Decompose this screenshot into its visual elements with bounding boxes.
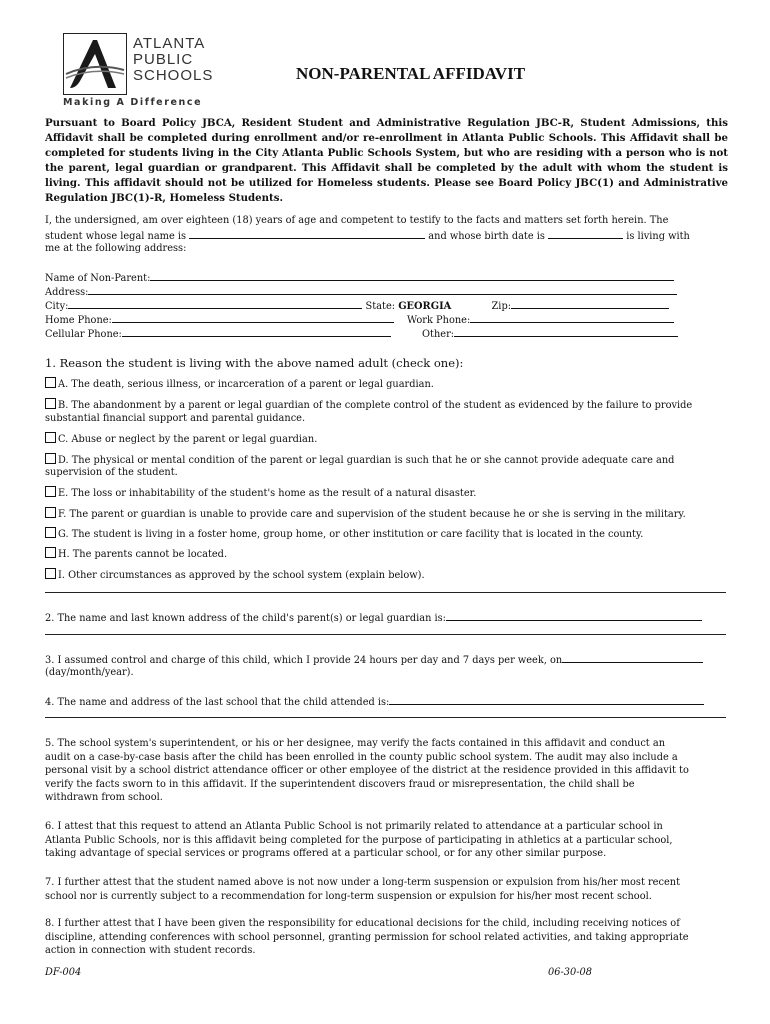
cell-phone-row <box>45 326 391 342</box>
q2-extra-line[interactable] <box>45 634 726 635</box>
home-phone-label: Home Phone: <box>45 315 112 326</box>
name-label: Name of Non-Parent: <box>45 273 151 284</box>
option-c <box>45 432 735 447</box>
p5-line: audit on a case-by-case basis after the child has been enrolled in the county public school system. The audit may also include a <box>45 751 678 763</box>
legal-name-field[interactable] <box>189 228 425 239</box>
home-phone-field[interactable] <box>112 312 394 323</box>
intro-line-1: I, the undersigned, am over eighteen (18) years of age and competent to testify to the facts and matters set forth herein. The <box>45 215 669 226</box>
other-label: Other: <box>422 329 455 340</box>
atlanta-a-logo-icon <box>64 34 125 93</box>
name-field[interactable] <box>150 270 674 281</box>
p6-line: 6. I attest that this request to attend an Atlanta Public School is not primarily related to attendance at a particular school in <box>45 821 663 832</box>
option-c-label: C. Abuse or neglect by the parent or legal guardian. <box>58 434 318 445</box>
other-row <box>422 326 678 342</box>
logo-tagline: Making A Difference <box>63 97 203 108</box>
q4-extra-line[interactable] <box>45 717 726 718</box>
option-b-cont: substantial financial support and parental guidance. <box>45 413 306 424</box>
state-value: GEORGIA <box>398 301 452 312</box>
q3-label: 3. I assumed control and charge of this child, which I provide 24 hours per day and 7 days per week, on <box>45 655 563 666</box>
option-f-checkbox[interactable] <box>45 507 56 518</box>
state-label: State: <box>365 301 396 312</box>
zip-label: Zip: <box>491 301 512 312</box>
option-a-label: A. The death, serious illness, or incarceration of a parent or legal guardian. <box>58 379 434 390</box>
p8-line: 8. I further attest that I have been given the responsibility for educational decisions for the child, including receiving notices of <box>45 918 680 929</box>
p5-line: withdrawn from school. <box>45 792 163 803</box>
paragraph-5 <box>45 737 730 805</box>
q3-date-field[interactable] <box>562 652 703 663</box>
district-logo <box>63 33 127 95</box>
q2-row <box>45 610 702 626</box>
work-phone-label: Work Phone: <box>407 315 471 326</box>
p5-line: verify the facts sworn to in this affidavit. If the superintendent discovers fraud or misrepresentation, the child shall be <box>45 778 635 790</box>
p5-line: personal visit by a school district attendance officer or other employee of the district at the residence provided in this affidavit to <box>45 765 689 776</box>
intro-living-with: is living with <box>626 231 690 242</box>
option-i-label: I. Other circumstances as approved by the school system (explain below). <box>58 570 425 581</box>
intro-legal-name-label: student whose legal name is <box>45 231 187 242</box>
form-id: DF-004 <box>45 967 82 978</box>
option-g-checkbox[interactable] <box>45 527 56 538</box>
option-e-label: E. The loss or inhabitability of the student's home as the result of a natural disaster. <box>58 488 477 499</box>
q4-field[interactable] <box>389 694 704 705</box>
logo-line-3: SCHOOLS <box>133 67 214 84</box>
option-f <box>45 507 735 522</box>
p7-line: school nor is currently subject to a recommendation for long-term suspension or expulsion for his/her most recent school. <box>45 890 652 902</box>
other-field[interactable] <box>454 326 678 337</box>
q1-heading: 1. Reason the student is living with the above named adult (check one): <box>45 356 464 370</box>
zip-field[interactable] <box>511 298 669 309</box>
option-f-label: F. The parent or guardian is unable to provide care and supervision of the student because he or she is serving in the military. <box>58 509 686 520</box>
q3-row <box>45 652 703 668</box>
q3-line-2: (day/month/year). <box>45 667 134 678</box>
q4-label: 4. The name and address of the last school that the child attended is: <box>45 697 390 708</box>
p6-line: taking advantage of special services or programs offered at a particular school, or for any other similar purpose. <box>45 848 607 859</box>
intro-line-3: me at the following address: <box>45 243 187 254</box>
page-title: NON-PARENTAL AFFIDAVIT <box>296 64 526 83</box>
option-g-label: G. The student is living in a foster home, group home, or other institution or care facility that is located in the county. <box>58 529 644 540</box>
p5-line: 5. The school system's superintendent, or his or her designee, may verify the facts contained in this affidavit and conduct an <box>45 738 666 749</box>
option-a <box>45 377 735 392</box>
option-b-label: B. The abandonment by a parent or legal guardian of the complete control of the student as evidenced by the failure to provide <box>58 400 693 411</box>
city-label: City: <box>45 301 69 312</box>
option-b-checkbox[interactable] <box>45 398 56 409</box>
option-e <box>45 486 735 501</box>
option-i <box>45 568 735 583</box>
logo-wordmark <box>133 36 213 84</box>
address-label: Address: <box>45 287 89 298</box>
option-g <box>45 527 735 542</box>
form-date: 06-30-08 <box>548 967 593 978</box>
option-i-explain-line[interactable] <box>45 592 726 593</box>
paragraph-6 <box>45 820 730 861</box>
paragraph-8 <box>45 917 730 958</box>
logo-line-2: PUBLIC <box>133 51 194 68</box>
cell-phone-label: Cellular Phone: <box>45 329 122 340</box>
q4-row <box>45 694 704 710</box>
address-field[interactable] <box>88 284 677 295</box>
p6-line: Atlanta Public Schools, nor is this affidavit being completed for the purpose of participating in athletics at a particular school, <box>45 834 673 846</box>
p8-line: discipline, attending conferences with school personnel, granting permission for school related activities, and taking appropriate <box>45 931 689 943</box>
option-b <box>45 398 735 413</box>
paragraph-7 <box>45 876 730 903</box>
birth-date-field[interactable] <box>548 228 623 239</box>
option-h <box>45 547 735 562</box>
option-d-label: D. The physical or mental condition of the parent or legal guardian is such that he or she cannot provide adequate care and <box>58 455 675 466</box>
q2-field[interactable] <box>446 610 702 621</box>
logo-line-1: ATLANTA <box>133 35 206 52</box>
option-h-label: H. The parents cannot be located. <box>58 549 228 560</box>
option-a-checkbox[interactable] <box>45 377 56 388</box>
intro-birthdate-label: and whose birth date is <box>428 231 545 242</box>
city-field[interactable] <box>68 298 362 309</box>
option-h-checkbox[interactable] <box>45 547 56 558</box>
option-c-checkbox[interactable] <box>45 432 56 443</box>
option-d-checkbox[interactable] <box>45 453 56 464</box>
work-phone-field[interactable] <box>470 312 674 323</box>
option-e-checkbox[interactable] <box>45 486 56 497</box>
p8-line: action in connection with student records. <box>45 945 256 956</box>
option-d-cont: supervision of the student. <box>45 467 178 478</box>
cell-phone-field[interactable] <box>122 326 391 337</box>
p7-line: 7. I further attest that the student named above is not now under a long-term suspension or expulsion from his/her most recent <box>45 877 681 888</box>
policy-paragraph: Pursuant to Board Policy JBCA, Resident Student and Administrative Regulation JBC-R, Student Admissions, this Affidavit shall be completed during enrollment and/or re-enrollment in Atlanta Public Schools. This Affidavit shall be completed for students living in the City Atlanta Public Schools System, but who are residing with a person who is not the parent, legal guardian or grandparent. This Affidavit shall be completed by the adult with whom the student is living. This affidavit should not be utilized for Homeless students. Please see Board Policy JBC(1) and Administrative Regulation JBC(1)-R, Homeless Students. <box>45 117 728 204</box>
q2-label: 2. The name and last known address of the child's parent(s) or legal guardian is: <box>45 613 446 624</box>
option-i-checkbox[interactable] <box>45 568 56 579</box>
